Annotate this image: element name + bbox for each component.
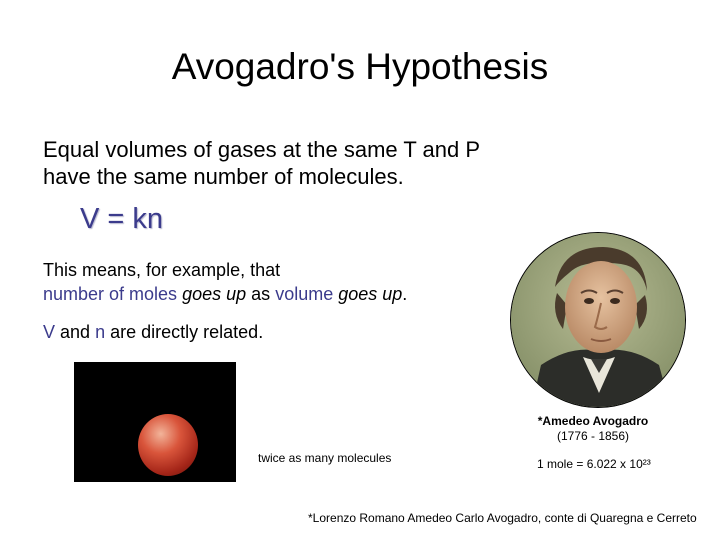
balloon-image [138,414,198,476]
balloon-caption: twice as many molecules [258,451,392,465]
example-line-2 [43,282,407,306]
period: . [402,284,408,304]
n-symbol: n [95,322,106,342]
goes-up-2: goes up [338,284,403,304]
moles-phrase: number of moles [43,284,178,304]
and-word: and [60,322,91,342]
portrait-name: *Amedeo Avogadro [537,414,649,428]
balloon-photo [74,362,236,482]
as-word: as [251,284,271,304]
avogadro-portrait [510,232,686,408]
portrait-years: (1776 - 1856) [556,429,630,443]
footnote: *Lorenzo Romano Amedeo Carlo Avogadro, conte di Quaregna e Cerreto [308,511,697,525]
portrait-caption [520,414,666,444]
volume-word: volume [275,284,334,304]
mole-definition: 1 mole = 6.022 x 10²³ [537,457,651,471]
statement-line-1: Equal volumes of gases at the same T and P [43,137,481,162]
v-symbol: V [43,322,56,342]
example-line-1: This means, for example, that [43,260,281,280]
hypothesis-statement [43,136,480,190]
example-text [43,258,407,306]
statement-line-2: have the same number of molecules. [43,164,404,189]
related-statement [43,322,263,343]
goes-up-1: goes up [182,284,247,304]
related-rest: are directly related. [110,322,264,342]
slide-title: Avogadro's Hypothesis [171,46,549,87]
formula: V = kn [80,203,164,235]
